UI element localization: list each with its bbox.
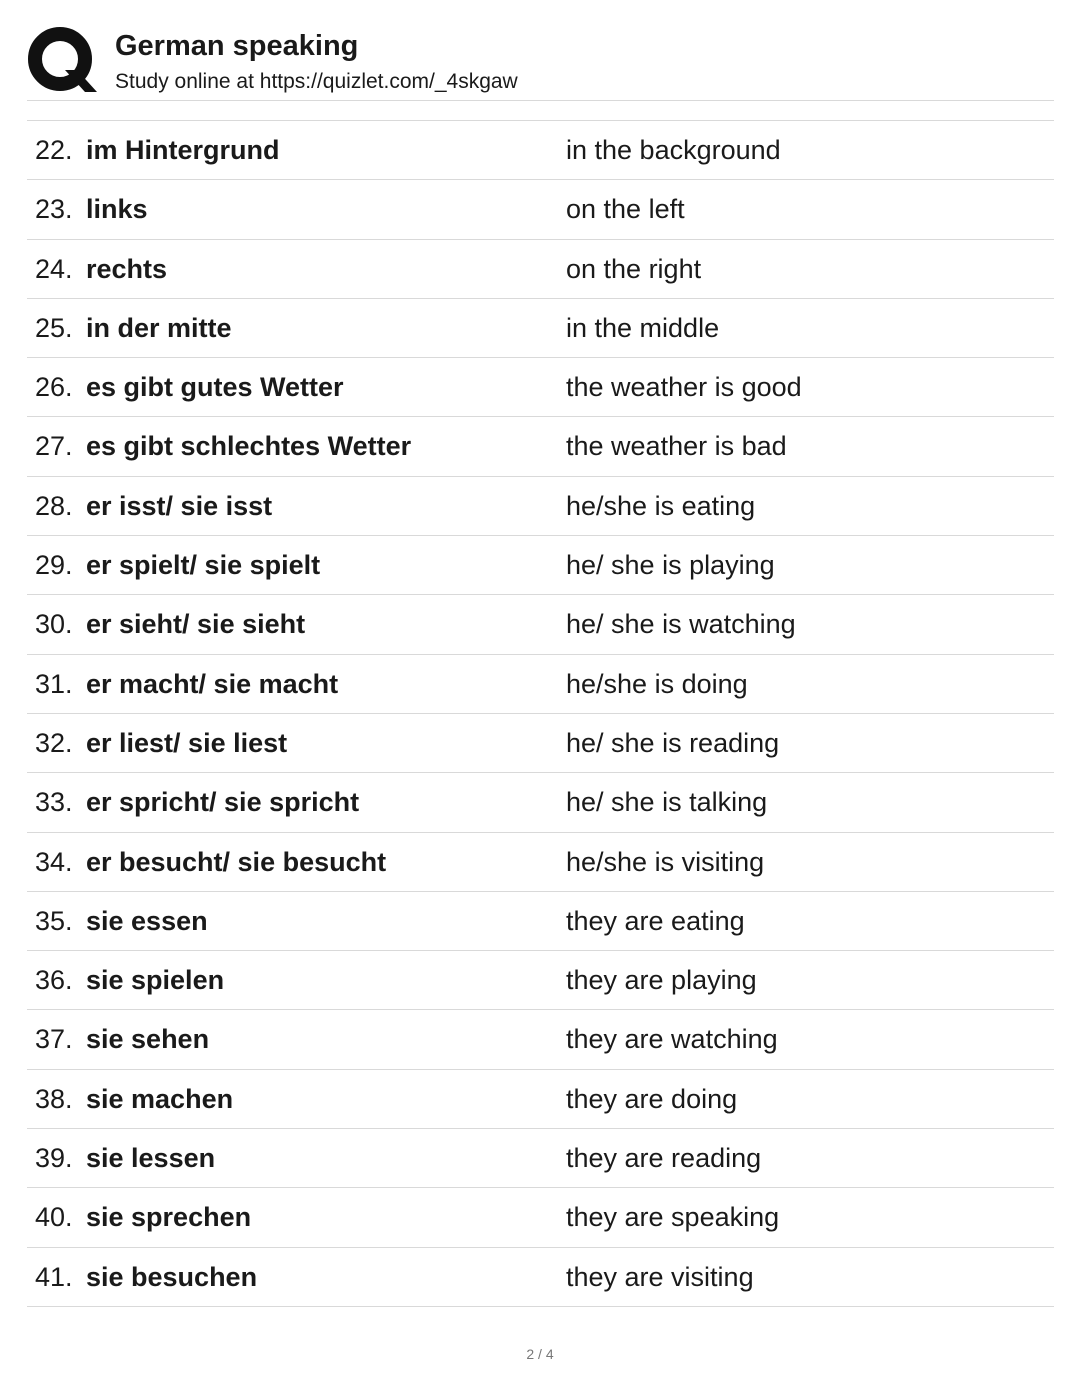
term-number: 37. <box>35 1024 73 1055</box>
term-number: 27. <box>35 431 73 462</box>
term-row <box>27 121 1054 180</box>
definition-text: he/ she is talking <box>566 787 768 818</box>
term-row <box>27 1129 1054 1188</box>
term-number: 36. <box>35 965 73 996</box>
term-number: 25. <box>35 312 73 343</box>
term-row <box>27 1248 1054 1307</box>
term-row <box>27 536 1054 595</box>
term-number: 24. <box>35 253 73 284</box>
term-row <box>27 299 1054 358</box>
term-number: 30. <box>35 609 73 640</box>
quizlet-logo-icon <box>27 26 97 96</box>
term-number: 33. <box>35 787 73 818</box>
term-row <box>27 595 1054 654</box>
term-row <box>27 951 1054 1010</box>
term-number: 28. <box>35 490 73 521</box>
term-row <box>27 477 1054 536</box>
set-title: German speaking <box>115 30 359 62</box>
term-number: 22. <box>35 135 73 165</box>
term-text: im Hintergrund <box>86 135 280 165</box>
definition-text: they are eating <box>566 905 745 936</box>
terms-list <box>27 120 1054 1307</box>
definition-text: they are reading <box>566 1143 762 1174</box>
term-text: sie machen <box>86 1083 234 1114</box>
definition-text: he/she is doing <box>566 668 748 699</box>
term-text: sie essen <box>86 905 208 936</box>
term-number: 40. <box>35 1202 73 1233</box>
definition-text: he/ she is reading <box>566 727 780 758</box>
term-number: 23. <box>35 194 73 225</box>
term-row <box>27 773 1054 832</box>
term-text: er isst/ sie isst <box>86 490 273 521</box>
term-number: 32. <box>35 727 73 758</box>
definition-text: the weather is bad <box>566 431 787 462</box>
page-header <box>27 26 1054 101</box>
term-row <box>27 358 1054 417</box>
term-number: 41. <box>35 1261 73 1292</box>
term-row <box>27 240 1054 299</box>
term-text: er besucht/ sie besucht <box>86 846 387 877</box>
term-text: sie sprechen <box>86 1202 252 1233</box>
term-text: er sieht/ sie sieht <box>86 609 306 640</box>
definition-text: on the left <box>566 194 685 225</box>
page-indicator: 2 / 4 <box>526 1346 554 1362</box>
term-row <box>27 417 1054 476</box>
term-text: sie sehen <box>86 1024 210 1055</box>
term-number: 39. <box>35 1143 73 1174</box>
term-number: 34. <box>35 846 73 877</box>
term-row <box>27 655 1054 714</box>
definition-text: on the right <box>566 253 702 284</box>
term-text: er macht/ sie macht <box>86 668 339 699</box>
term-row <box>27 833 1054 892</box>
definition-text: they are watching <box>566 1024 778 1055</box>
study-url-text: Study online at https://quizlet.com/_4skgaw <box>115 70 518 93</box>
term-text: es gibt gutes Wetter <box>86 372 344 403</box>
definition-text: they are playing <box>566 965 757 996</box>
term-row <box>27 1188 1054 1247</box>
definition-text: he/ she is playing <box>566 550 775 581</box>
term-text: sie spielen <box>86 965 225 996</box>
term-row <box>27 714 1054 773</box>
term-number: 29. <box>35 550 73 581</box>
definition-text: they are visiting <box>566 1261 754 1292</box>
definition-text: the weather is good <box>566 372 802 403</box>
term-row <box>27 1010 1054 1069</box>
term-row <box>27 180 1054 239</box>
term-number: 26. <box>35 372 73 403</box>
definition-text: in the middle <box>566 312 720 343</box>
term-number: 38. <box>35 1083 73 1114</box>
term-text: in der mitte <box>86 312 232 343</box>
definition-text: he/ she is watching <box>566 609 796 640</box>
term-text: es gibt schlechtes Wetter <box>86 431 412 462</box>
term-row <box>27 1070 1054 1129</box>
term-text: er spielt/ sie spielt <box>86 550 321 581</box>
term-number: 31. <box>35 668 73 699</box>
term-row <box>27 892 1054 951</box>
definition-text: in the background <box>566 135 781 165</box>
definition-text: they are speaking <box>566 1202 780 1233</box>
definition-text: he/she is visiting <box>566 846 765 877</box>
definition-text: they are doing <box>566 1083 738 1114</box>
term-text: links <box>86 194 148 225</box>
term-text: er liest/ sie liest <box>86 727 288 758</box>
term-text: er spricht/ sie spricht <box>86 787 360 818</box>
term-number: 35. <box>35 905 73 936</box>
term-text: rechts <box>86 253 168 284</box>
definition-text: he/she is eating <box>566 490 756 521</box>
term-text: sie lessen <box>86 1143 216 1174</box>
term-text: sie besuchen <box>86 1261 258 1292</box>
